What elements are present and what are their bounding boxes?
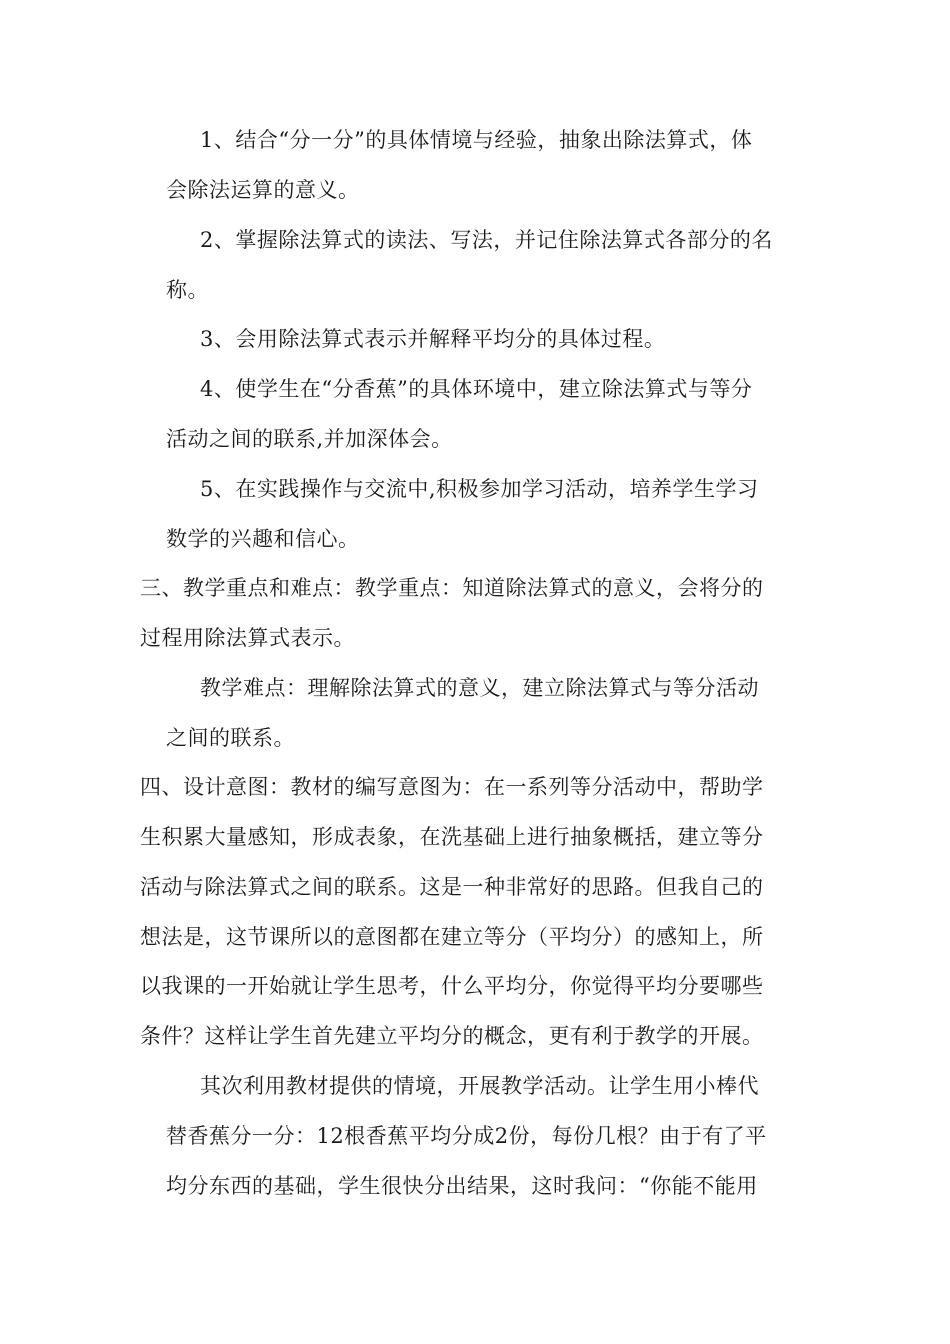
section-4-line-2: 生积累大量感知，形成表象，在洗基础上进行抽象概括，建立等分 bbox=[140, 825, 764, 849]
objective-4-line-1: 4、使学生在“分香蕉”的具体环境中，建立除法算式与等分 bbox=[200, 377, 753, 401]
objective-3-line-1: 3、会用除法算式表示并解释平均分的具体过程。 bbox=[200, 327, 666, 351]
objective-1-line-2: 会除法运算的意义。 bbox=[166, 178, 360, 202]
section-4-line-4: 想法是，这节课所以的意图都在建立等分（平均分）的感知上，所 bbox=[140, 925, 764, 949]
section-4-line-3: 活动与除法算式之间的联系。这是一种非常好的思路。但我自己的 bbox=[140, 875, 764, 899]
section-4-line-6: 条件？这样让学生首先建立平均分的概念，更有利于教学的开展。 bbox=[140, 1024, 764, 1048]
section-3-difficulty-line-1: 教学难点：理解除法算式的意义，建立除法算式与等分活动 bbox=[200, 676, 759, 700]
section-4-line-5: 以我课的一开始就让学生思考，什么平均分，你觉得平均分要哪些 bbox=[140, 974, 764, 998]
section-3-line-2: 过程用除法算式表示。 bbox=[140, 626, 355, 650]
objective-2-line-2: 称。 bbox=[166, 278, 209, 302]
section-4-line-1: 四、设计意图：教材的编写意图为：在一系列等分活动中，帮助学 bbox=[140, 775, 764, 799]
objective-4-line-2: 活动之间的联系,并加深体会。 bbox=[166, 427, 453, 451]
section-4-para2-line-1: 其次利用教材提供的情境，开展教学活动。让学生用小棒代 bbox=[200, 1074, 759, 1098]
objective-2-line-1: 2、掌握除法算式的读法、写法，并记住除法算式各部分的名 bbox=[200, 228, 773, 252]
objective-1-line-1: 1、结合“分一分”的具体情境与经验，抽象出除法算式，体 bbox=[200, 128, 753, 152]
section-3-difficulty-line-2: 之间的联系。 bbox=[166, 726, 295, 750]
objective-5-line-1: 5、在实践操作与交流中,积极参加学习活动，培养学生学习 bbox=[200, 477, 759, 501]
section-4-para2-line-2: 替香蕉分一分：12根香蕉平均分成2份，每份几根？由于有了平 bbox=[166, 1124, 767, 1148]
objective-5-line-2: 数学的兴趣和信心。 bbox=[166, 527, 360, 551]
section-3-heading-line: 三、教学重点和难点：教学重点：知道除法算式的意义，会将分的 bbox=[140, 576, 764, 600]
section-4-para2-line-3: 均分东西的基础，学生很快分出结果，这时我问：“你能不能用 bbox=[166, 1174, 758, 1198]
